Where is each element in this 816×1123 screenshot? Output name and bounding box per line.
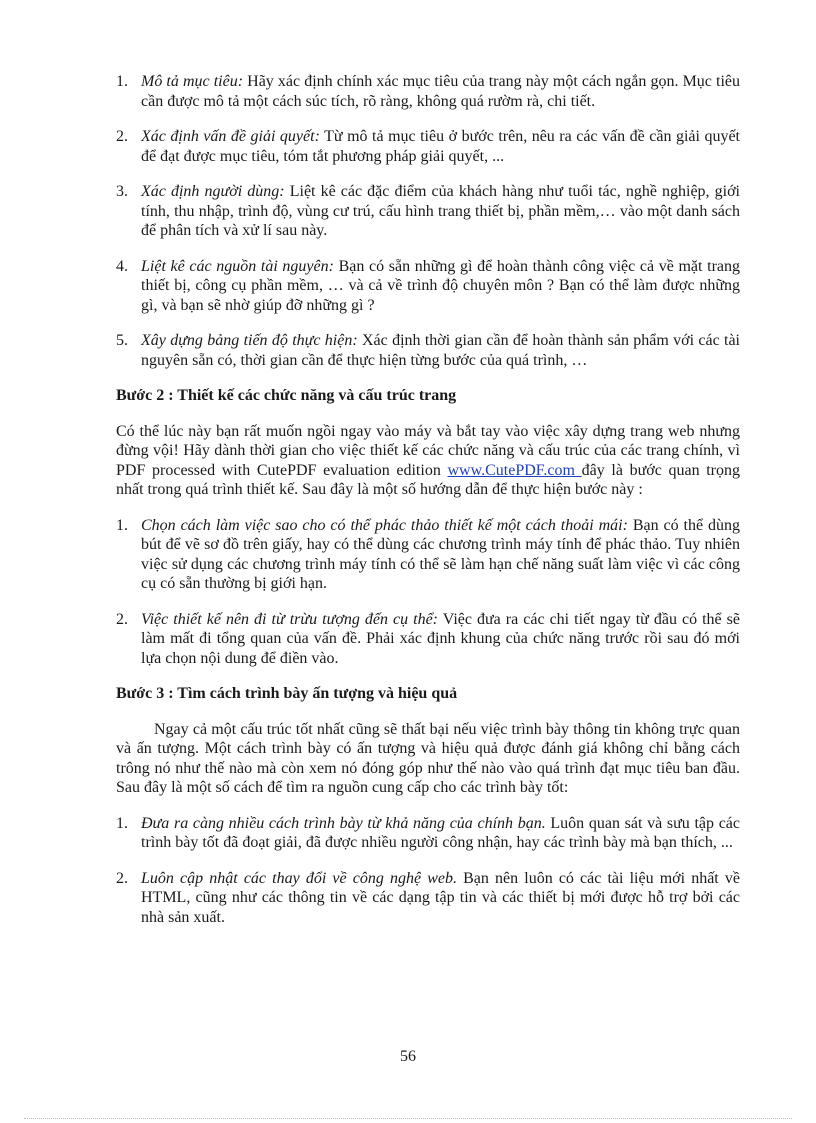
item-text: Bạn nên luôn có các tài liệu mới nhất về HTML, cũng như các thông tin về các dạng tập tin và các thiết bị mới được hỗ trợ bởi các nhà sản xuất. <box>141 869 740 926</box>
item-number: 1. <box>116 516 128 534</box>
item-text: Việc đưa ra các chi tiết ngay từ đầu có thể sẽ làm mất đi tổng quan của vấn đề. Phải xác định khung của chức năng trước rồi sau đó mới lựa chọn nội dung để điền vào. <box>141 610 740 667</box>
item-text: Luôn quan sát và sưu tập các trình bày tốt đã đoạt giải, đã được nhiều người công nhận, hay các trình bày mà bạn thích, ... <box>141 814 741 851</box>
step3-list <box>116 814 740 928</box>
item-text: Xác định thời gian cần để hoàn thành sản phẩm với các tài nguyên sẵn có, thời gian cần để thực hiện từng bước của quá trình, … <box>141 332 740 369</box>
list-item <box>116 814 740 853</box>
item-number: 2. <box>116 869 128 887</box>
item-text: Bạn có thể dùng bút để vẽ sơ đồ trên giấy, hay có thể dùng các chương trình máy tính để phác thảo. Tuy nhiên việc sử dụng các chương trình máy tính có thể sẽ làm hạn chế năng suất làm việc vì các công cụ có sẵn thường bị giới hạn. <box>141 516 740 592</box>
list-item <box>116 331 740 370</box>
step3-paragraph: Ngay cả một cấu trúc tốt nhất cũng sẽ thất bại nếu việc trình bày thông tin không trực quan và ấn tượng. Một cách trình bày có ấn tượng và hiệu quả được đánh giá không chỉ bằng cách trông nó như thế nào mà còn xem nó đóng góp như thế nào vào quá trình đạt mục tiêu ban đầu. Sau đây là một số cách để tìm ra nguồn cung cấp cho các trình bày tốt: <box>116 720 740 796</box>
item-lead: Liệt kê các nguồn tài nguyên: <box>141 257 334 275</box>
item-lead: Luôn cập nhật các thay đổi về công nghệ web. <box>141 869 457 887</box>
item-lead: Xác định vấn đề giải quyết: <box>141 128 320 145</box>
item-number: 1. <box>116 814 128 832</box>
item-number: 2. <box>116 610 128 628</box>
list-item <box>116 516 740 594</box>
item-text: Từ mô tả mục tiêu ở bước trên, nêu ra các vấn đề cần giải quyết để đạt được mục tiêu, tóm tắt phương pháp giải quyết, ... <box>141 128 740 165</box>
item-number: 4. <box>116 257 128 275</box>
step2-text-after: đây là bước quan trọng nhất trong quá trình thiết kế. Sau đây là một số hướng dẫn để thực hiện bước này : <box>116 461 740 498</box>
item-number: 5. <box>116 332 128 349</box>
cutepdf-link[interactable]: www.CutePDF.com <box>447 461 582 479</box>
list-item <box>116 610 740 669</box>
page-bottom-divider <box>24 1118 792 1119</box>
item-text: Hãy xác định chính xác mục tiêu của trang này một cách ngắn gọn. Mục tiêu cần được mô tả một cách súc tích, rõ ràng, không quá rườm rà, chi tiết. <box>141 73 741 110</box>
item-text: Bạn có sẵn những gì để hoàn thành công việc cả về mặt trang thiết bị, công cụ phần mềm, … và cả về trình độ chuyên môn ? Bạn có thể làm được những gì, và bạn sẽ nhờ giúp đỡ những gì ? <box>141 257 740 314</box>
item-number: 2. <box>116 128 128 145</box>
list-item <box>116 72 740 111</box>
item-lead: Xác định người dùng: <box>141 183 285 200</box>
page-number: 56 <box>400 1048 416 1065</box>
item-lead: Đưa ra càng nhiều cách trình bày từ khả năng của chính bạn. <box>141 814 546 832</box>
step2-heading: Bước 2 : Thiết kế các chức năng và cấu trúc trang <box>116 387 457 404</box>
item-lead: Việc thiết kế nên đi từ trừu tượng đến cụ thể: <box>141 610 438 628</box>
list-item <box>116 127 740 166</box>
goal-steps-list <box>116 72 740 370</box>
item-lead: Chọn cách làm việc sao cho có thể phác thảo thiết kế một cách thoải mái: <box>141 516 628 534</box>
item-number: 1. <box>116 73 128 90</box>
list-item <box>116 869 740 928</box>
list-item <box>116 182 740 241</box>
list-item <box>116 257 740 316</box>
item-lead: Xây dựng bảng tiến độ thực hiện: <box>141 332 358 349</box>
item-lead: Mô tả mục tiêu: <box>141 73 244 90</box>
step2-list <box>116 516 740 669</box>
item-text: Liệt kê các đặc điểm của khách hàng như tuổi tác, nghề nghiệp, giới tính, thu nhập, trình độ, vùng cư trú, cấu hình trang thiết bị, phần mềm,… vào một danh sách để phân tích và xử lí sau này. <box>141 183 741 239</box>
step3-heading: Bước 3 : Tìm cách trình bày ấn tượng và hiệu quả <box>116 685 458 702</box>
page-content <box>116 72 740 943</box>
item-number: 3. <box>116 183 128 200</box>
step2-text-before: Có thể lúc này bạn rất muốn ngồi ngay vào máy và bắt tay vào việc xây dựng trang web nhưng đừng vội! Hãy dành thời gian cho việc thiết kế các chức năng và cấu trúc của các trang chính, vì PDF processed with CutePDF evaluation edition <box>116 422 740 479</box>
step2-paragraph <box>116 422 740 500</box>
